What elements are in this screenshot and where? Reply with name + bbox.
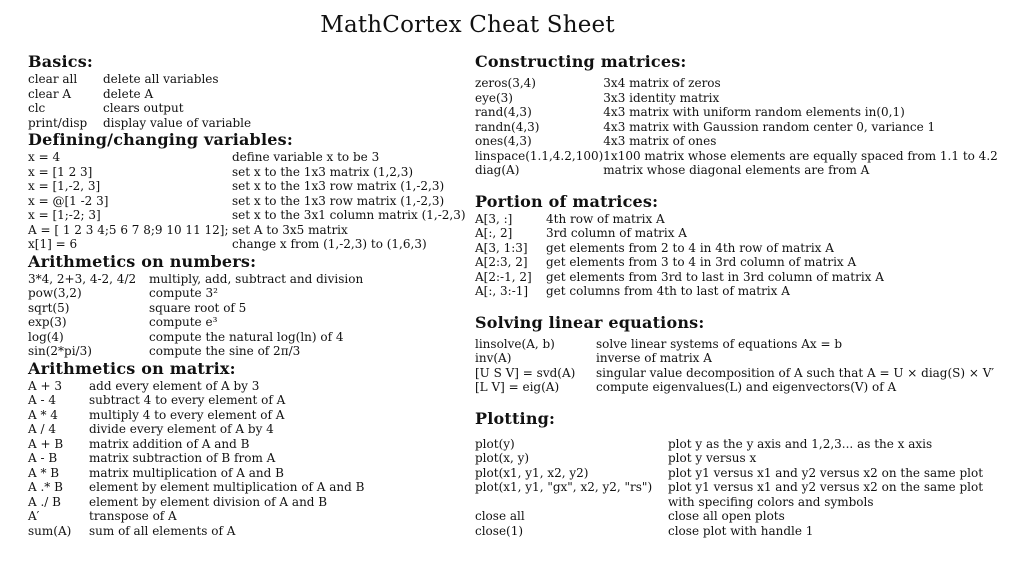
command-cell: x = [1,-2, 3] — [28, 179, 101, 193]
basics-table — [28, 72, 251, 130]
command-cell: [U S V] = svd(A) — [475, 365, 576, 380]
description-cell: compute 3² — [149, 286, 218, 300]
plotting-heading: Plotting: — [475, 408, 556, 428]
description-cell: divide every element of A by 4 — [89, 422, 274, 436]
table-row — [28, 150, 466, 165]
command-cell: A[:, 2] — [475, 226, 513, 240]
variables-table — [28, 150, 466, 252]
description-cell: square root of 5 — [149, 300, 247, 315]
command-cell: [L V] = eig(A) — [475, 380, 560, 394]
description-cell: plot y1 versus x1 and y2 versus x2 on the same plot — [668, 465, 984, 480]
command-cell: A[2:3, 2] — [475, 255, 528, 269]
description-cell: transpose of A — [89, 509, 177, 523]
table-row — [28, 344, 363, 359]
table-row — [475, 451, 983, 466]
command-cell: plot(y) — [475, 436, 515, 451]
table-row — [475, 226, 884, 241]
description-cell: 4x3 matrix with Gaussion random center 0, variance 1 — [603, 119, 936, 134]
command-cell — [475, 495, 668, 510]
arith-numbers-section — [28, 252, 468, 359]
description-cell: matrix whose diagonal elements are from A — [603, 163, 870, 177]
table-row — [28, 179, 466, 194]
command-cell: diag(A) — [475, 163, 520, 177]
description-cell: compute eigenvalues(L) and eigenvectors(V) of A — [596, 380, 897, 394]
table-row — [28, 301, 363, 316]
description-cell: set A to 3x5 matrix — [232, 222, 348, 237]
command-cell: sum(A) — [28, 523, 72, 538]
table-row — [28, 330, 363, 345]
table-row — [28, 87, 251, 102]
page-title: MathCortex Cheat Sheet — [320, 12, 615, 38]
description-cell: with specifing colors and symbols — [668, 494, 874, 509]
description-cell: plot y1 versus x1 and y2 versus x2 on the same plot — [668, 480, 984, 494]
description-cell: 4x3 matrix of ones — [603, 134, 717, 148]
command-cell: A + 3 — [28, 378, 62, 393]
table-row — [28, 237, 466, 252]
command-cell: 3*4, 2+3, 4-2, 4/2 — [28, 271, 137, 286]
basics-section — [28, 52, 468, 130]
table-row — [28, 194, 466, 209]
description-cell: set x to the 1x3 matrix (1,2,3) — [232, 164, 414, 179]
table-row — [475, 524, 983, 539]
command-cell: A - B — [28, 451, 58, 465]
portion-table — [475, 212, 884, 299]
command-cell: clear A — [28, 86, 72, 101]
table-row — [475, 366, 994, 381]
command-cell: close all — [475, 509, 525, 523]
command-cell: x = [1;-2; 3] — [28, 208, 101, 222]
description-cell: plot y as the y axis and 1,2,3... as the x axis — [668, 436, 933, 451]
command-cell: pow(3,2) — [28, 286, 82, 300]
command-cell: plot(x, y) — [475, 451, 530, 465]
table-row — [28, 315, 363, 330]
table-row — [475, 466, 983, 481]
constructing-heading: Constructing matrices: — [475, 52, 687, 71]
command-cell: A[:, 3:-1] — [475, 284, 529, 298]
description-cell: 1x100 matrix whose elements are equally spaced from 1.1 to 4.2 — [603, 148, 998, 163]
table-row — [475, 105, 998, 120]
command-cell: inv(A) — [475, 351, 512, 365]
command-cell: exp(3) — [28, 315, 67, 329]
table-row — [28, 408, 364, 423]
command-cell: sqrt(5) — [28, 300, 70, 315]
constructing-section — [475, 52, 998, 178]
description-cell: close all open plots — [668, 509, 785, 523]
table-row — [28, 509, 364, 524]
command-cell: A - 4 — [28, 393, 56, 407]
table-row — [28, 451, 364, 466]
command-cell: clc — [28, 101, 46, 115]
description-cell: inverse of matrix A — [596, 351, 712, 365]
solving-section — [475, 313, 995, 395]
description-cell: set x to the 1x3 row matrix (1,-2,3) — [232, 193, 445, 208]
command-cell: A * 4 — [28, 407, 58, 422]
command-cell: ones(4,3) — [475, 134, 532, 148]
table-row — [28, 223, 466, 238]
table-row — [28, 524, 364, 539]
description-cell: compute e³ — [149, 315, 218, 329]
command-cell: linspace(1.1,4.2,100) — [475, 148, 604, 163]
table-row — [28, 422, 364, 437]
description-cell: 3rd column of matrix A — [546, 226, 687, 240]
arith-matrix-table — [28, 379, 364, 539]
command-cell: A + B — [28, 436, 64, 451]
table-row — [475, 76, 998, 91]
basics-heading: Basics: — [28, 52, 94, 71]
table-row — [475, 380, 994, 395]
command-cell: x = @[1 -2 3] — [28, 193, 109, 208]
description-cell: close plot with handle 1 — [668, 523, 814, 538]
table-row — [475, 509, 983, 524]
table-row — [475, 270, 884, 285]
description-cell: element by element multiplication of A and B — [89, 480, 365, 494]
description-cell: 3x3 identity matrix — [603, 90, 720, 105]
command-cell: A .* B — [28, 480, 63, 494]
plotting-table — [475, 437, 983, 539]
table-row — [28, 208, 466, 223]
description-cell: clears output — [103, 101, 184, 115]
table-row — [475, 134, 998, 149]
description-cell: solve linear systems of equations Ax = b — [596, 336, 843, 351]
arith-matrix-section — [28, 359, 468, 539]
arith-numbers-heading: Arithmetics on numbers: — [28, 251, 257, 271]
left-column — [28, 52, 468, 538]
table-row — [475, 284, 884, 299]
table-row — [475, 480, 983, 495]
description-cell: element by element division of A and B — [89, 494, 328, 509]
command-cell: randn(4,3) — [475, 119, 540, 134]
description-cell: multiply, add, subtract and division — [149, 271, 364, 286]
table-row — [475, 149, 998, 164]
description-cell: matrix addition of A and B — [89, 436, 250, 451]
description-cell: get elements from 2 to 4 in 4th row of matrix A — [546, 240, 834, 255]
command-cell: print/disp — [28, 115, 88, 130]
table-row — [28, 480, 364, 495]
command-cell: x = 4 — [28, 150, 61, 164]
table-row — [28, 437, 364, 452]
command-cell: clear all — [28, 72, 78, 86]
command-cell: A′ — [28, 509, 40, 523]
description-cell: 3x4 matrix of zeros — [603, 76, 721, 90]
command-cell: A[3, :] — [475, 211, 513, 226]
description-cell: plot y versus x — [668, 451, 757, 465]
table-row — [475, 241, 884, 256]
arith-matrix-heading: Arithmetics on matrix: — [28, 358, 236, 378]
solving-table — [475, 337, 994, 395]
description-cell: matrix subtraction of B from A — [89, 451, 276, 465]
description-cell: set x to the 1x3 row matrix (1,-2,3) — [232, 179, 445, 193]
table-row — [28, 72, 251, 87]
command-cell: linsolve(A, b) — [475, 336, 555, 351]
table-row — [475, 163, 998, 178]
command-cell: sin(2*pi/3) — [28, 344, 92, 358]
portion-heading: Portion of matrices: — [475, 191, 659, 211]
table-row — [475, 255, 884, 270]
table-row — [28, 101, 251, 116]
description-cell: set x to the 3x1 column matrix (1,-2,3) — [232, 208, 466, 222]
command-cell: rand(4,3) — [475, 105, 532, 119]
right-column — [475, 52, 998, 538]
description-cell: delete A — [103, 86, 154, 101]
portion-section — [475, 192, 995, 299]
variables-heading: Defining/changing variables: — [28, 130, 293, 149]
command-cell: A = [ 1 2 3 4;5 6 7 8;9 10 11 12]; — [28, 222, 229, 237]
description-cell: get elements from 3 to 4 in 3rd column of matrix A — [546, 255, 857, 269]
description-cell: 4x3 matrix with uniform random elements in(0,1) — [603, 105, 905, 119]
table-row — [475, 495, 983, 510]
command-cell: close(1) — [475, 523, 524, 538]
table-row — [28, 116, 251, 131]
solving-heading: Solving linear equations: — [475, 312, 705, 332]
variables-section — [28, 130, 468, 252]
description-cell: compute the sine of 2π/3 — [149, 344, 301, 358]
command-cell: plot(x1, y1, "gx", x2, y2, "rs") — [475, 480, 653, 494]
command-cell: A[2:-1, 2] — [475, 269, 532, 284]
table-row — [475, 91, 998, 106]
table-row — [28, 286, 363, 301]
command-cell: x = [1 2 3] — [28, 164, 93, 179]
plotting-section — [475, 409, 995, 539]
command-cell: A / 4 — [28, 422, 56, 436]
description-cell: singular value decomposition of A such that A = U × diag(S) × V′ — [596, 365, 995, 380]
table-row — [28, 495, 364, 510]
description-cell: matrix multiplication of A and B — [89, 465, 284, 480]
command-cell: A[3, 1:3] — [475, 240, 528, 255]
command-cell: A ./ B — [28, 494, 61, 509]
arith-numbers-table — [28, 272, 363, 359]
description-cell: get columns from 4th to last of matrix A — [546, 284, 790, 298]
table-row — [28, 466, 364, 481]
table-row — [28, 379, 364, 394]
description-cell: compute the natural log(ln) of 4 — [149, 329, 344, 344]
description-cell: multiply 4 to every element of A — [89, 407, 285, 422]
description-cell: get elements from 3rd to last in 3rd column of matrix A — [546, 269, 884, 284]
description-cell: sum of all elements of A — [89, 523, 236, 538]
table-row — [475, 437, 983, 452]
table-row — [28, 272, 363, 287]
command-cell: zeros(3,4) — [475, 76, 536, 90]
constructing-table — [475, 76, 998, 178]
command-cell: x[1] = 6 — [28, 237, 78, 251]
description-cell: 4th row of matrix A — [546, 211, 665, 226]
table-row — [28, 165, 466, 180]
description-cell: display value of variable — [103, 115, 252, 130]
description-cell: add every element of A by 3 — [89, 378, 260, 393]
command-cell: A * B — [28, 465, 60, 480]
table-row — [28, 393, 364, 408]
description-cell: subtract 4 to every element of A — [89, 393, 286, 407]
command-cell: log(4) — [28, 329, 64, 344]
command-cell: plot(x1, y1, x2, y2) — [475, 465, 589, 480]
description-cell: delete all variables — [103, 72, 219, 86]
description-cell: change x from (1,-2,3) to (1,6,3) — [232, 237, 427, 251]
table-row — [475, 212, 884, 227]
table-row — [475, 337, 994, 352]
table-row — [475, 120, 998, 135]
command-cell: eye(3) — [475, 90, 513, 105]
table-row — [475, 351, 994, 366]
description-cell: define variable x to be 3 — [232, 150, 380, 164]
